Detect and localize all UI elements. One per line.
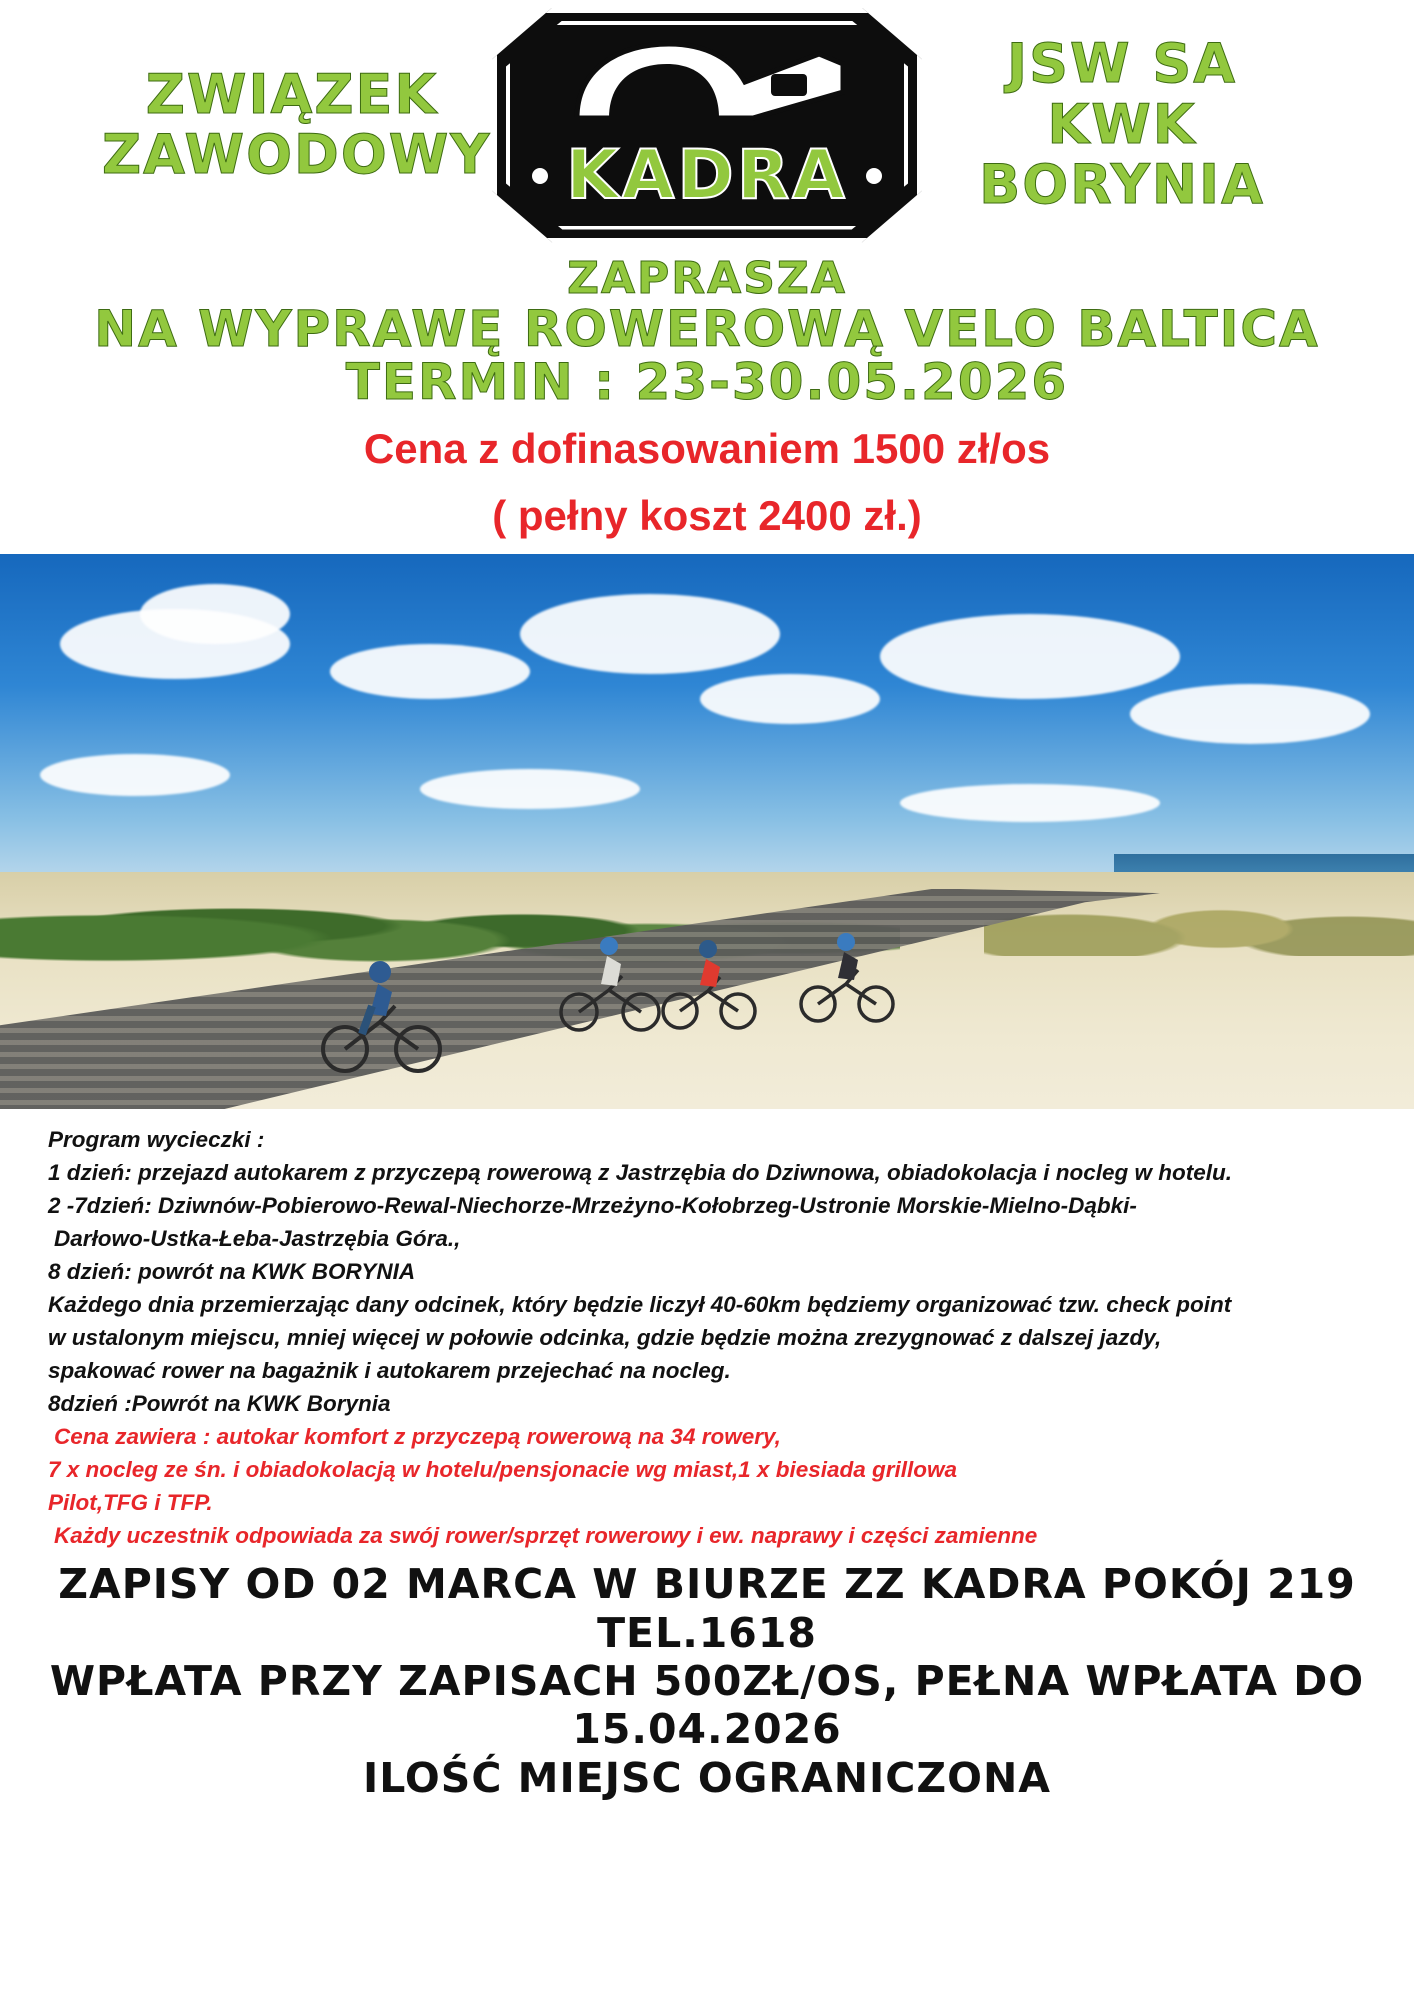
- footer-line-2: WPŁATA PRZY ZAPISACH 500ZŁ/OS, PEŁNA WPŁATA DO 15.04.2026: [49, 1657, 1365, 1754]
- cyclist-figure: [300, 944, 460, 1074]
- program-day-1: 1 dzień: przejazd autokarem z przyczepą rowerową z Jastrzębia do Dziwnowa, obiadokolacja i nocleg w hotelu.: [48, 1159, 1233, 1185]
- cloud: [420, 769, 640, 809]
- header-right-text: [932, 34, 1312, 215]
- price-includes-line3: Pilot,TFG i TFP.: [48, 1490, 213, 1516]
- header-right-line2: KWK BORYNIA: [979, 92, 1265, 217]
- price-line-1: Cena z dofinasowaniem 1500 zł/os: [363, 424, 1051, 472]
- program-checkpoint-line2: w ustalonym miejscu, mniej więcej w połowie odcinka, gdzie będzie można zrezygnować z dalszej jazdy,: [48, 1324, 1162, 1350]
- program-day-8-return: 8dzień :Powrót na KWK Borynia: [48, 1391, 391, 1416]
- program-heading: Program wycieczki :: [48, 1126, 265, 1152]
- participant-responsibility: Każdy uczestnik odpowiada za swój rower/sprzęt rowerowy i ew. naprawy i części zamienne: [54, 1523, 1038, 1549]
- logo-dot-right: [866, 168, 882, 184]
- kadra-logo: [492, 8, 922, 243]
- cloud: [900, 784, 1160, 822]
- price-includes-line1: Cena zawiera : autokar komfort z przyczepą rowerową na 34 rowery,: [54, 1424, 781, 1450]
- title-line-2: NA WYPRAWĘ ROWEROWĄ VELO BALTICA: [94, 299, 1320, 358]
- cloud: [40, 754, 230, 796]
- cloud: [880, 614, 1180, 699]
- title-line-1: ZAPRASZA: [567, 253, 847, 304]
- header-right-line1: JSW SA: [1006, 32, 1238, 96]
- footer-info: [0, 1560, 1414, 1802]
- cyclist-figure: [790, 924, 910, 1029]
- price-includes-line2: 7 x nocleg ze śn. i obiadokolacją w hotelu/pensjonacie wg miast,1 x biesiada grillowa: [48, 1457, 958, 1483]
- cloud: [700, 674, 880, 724]
- logo-wordmark: KADRA: [566, 135, 848, 215]
- title-line-3: TERMIN : 23-30.05.2026: [345, 352, 1069, 411]
- cloud: [140, 584, 290, 644]
- program-checkpoint-line1: Każdego dnia przemierzając dany odcinek, który będzie liczył 40-60km będziemy organizować tzw. check point: [48, 1291, 1232, 1317]
- photo-cyclists-boardwalk: [0, 554, 1414, 1109]
- program-days-2-7-line1: 2 -7dzień: Dziwnów-Pobierowo-Rewal-Niechorze-Mrzeżyno-Kołobrzeg-Ustronie Morskie-Mielno-Dąbki-: [48, 1192, 1137, 1218]
- cyclist-figure: [650, 929, 770, 1034]
- footer-line-1: ZAPISY OD 02 MARCA W BIURZE ZZ KADRA POKÓJ 219 TEL.1618: [58, 1560, 1356, 1657]
- header-left-text: [102, 62, 492, 186]
- mining-helmet-icon: [557, 30, 857, 140]
- cloud: [520, 594, 780, 674]
- cloud: [1130, 684, 1370, 744]
- program-days-2-7-line2: Darłowo-Ustka-Łeba-Jastrzębia Góra.,: [54, 1225, 461, 1251]
- poster-header: [0, 0, 1414, 250]
- footer-line-3: ILOŚĆ MIEJSC OGRANICZONA: [363, 1753, 1051, 1802]
- header-left-line2: ZAWODOWY: [102, 123, 492, 186]
- cloud: [330, 644, 530, 699]
- title-block: [0, 253, 1414, 544]
- price-line-2: ( pełny koszt 2400 zł.): [492, 492, 922, 540]
- program-day-8: 8 dzień: powrót na KWK BORYNIA: [48, 1258, 416, 1284]
- program-checkpoint-line3: spakować rower na bagażnik i autokarem przejechać na nocleg.: [48, 1357, 731, 1383]
- program-text: [0, 1109, 1414, 1553]
- header-left-line1: ZWIĄZEK: [145, 62, 439, 126]
- logo-dot-left: [532, 168, 548, 184]
